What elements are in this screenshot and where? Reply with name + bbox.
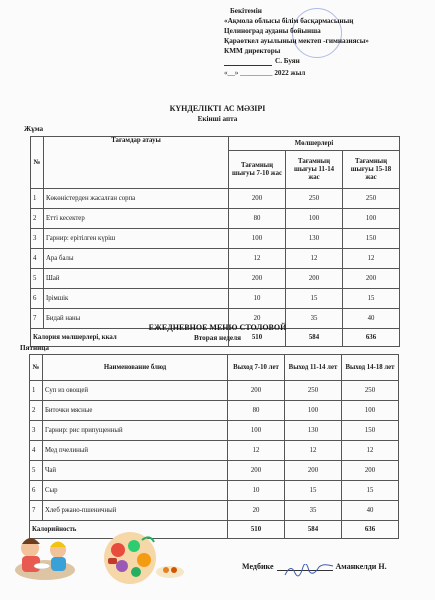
total-11-14: 584	[285, 521, 342, 539]
portion-11-14: 15	[286, 289, 343, 309]
approval-signature-row	[224, 56, 429, 66]
kz-header-portions: Мөлшерлері	[229, 137, 400, 151]
dish-name: Биточки мясные	[43, 401, 228, 421]
ru-menu-table	[29, 354, 399, 539]
row-index: 4	[30, 441, 43, 461]
row-index: 6	[30, 481, 43, 501]
approval-line: Қараөткел ауылының мектеп -гимназиясы»	[224, 37, 369, 45]
portion-14-18: 250	[342, 381, 399, 401]
kz-menu-table	[30, 136, 400, 347]
portion-14-18: 200	[342, 461, 399, 481]
portion-7-10: 200	[229, 189, 286, 209]
portion-15-18: 250	[343, 189, 400, 209]
portion-11-14: 12	[286, 249, 343, 269]
row-index: 3	[31, 229, 44, 249]
row-index: 4	[31, 249, 44, 269]
portion-15-18: 15	[343, 289, 400, 309]
kz-menu-title: КҮНДЕЛІКТІ АС МӘЗІРІ	[169, 104, 266, 113]
table-row	[30, 461, 399, 481]
total-7-10: 510	[229, 329, 286, 347]
table-row	[30, 501, 399, 521]
row-index: 5	[30, 461, 43, 481]
dish-name: Хлеб ржано-пшеничный	[43, 501, 228, 521]
portion-11-14: 200	[285, 461, 342, 481]
portion-7-10: 80	[229, 209, 286, 229]
approval-date	[224, 68, 429, 78]
portion-11-14: 12	[285, 441, 342, 461]
handwritten-signature	[283, 564, 339, 578]
table-row	[31, 289, 400, 309]
dish-name: Сыр	[43, 481, 228, 501]
date-year: 2022 жыл	[274, 69, 306, 77]
table-row	[31, 269, 400, 289]
portion-11-14: 200	[286, 269, 343, 289]
nurse-role: Медбике	[242, 562, 274, 571]
portion-15-18: 100	[343, 209, 400, 229]
date-prefix: «__» _________	[224, 69, 273, 77]
table-row	[30, 421, 399, 441]
ru-week-subtitle: Вторая неделя	[193, 334, 242, 342]
ru-header-col2: Выход 11-14 лет	[285, 355, 342, 381]
table-row	[30, 401, 399, 421]
ru-header-name: Наименование блюд	[43, 355, 228, 381]
portion-11-14: 130	[285, 421, 342, 441]
table-row	[31, 189, 400, 209]
nurse-name: Аманкелди Н.	[335, 562, 387, 571]
healthy-food-illustration	[10, 520, 200, 588]
row-index: 3	[30, 421, 43, 441]
portion-11-14: 250	[285, 381, 342, 401]
kz-header-col3: Тағамның шығуы 15-18 жас	[343, 151, 400, 189]
ru-table-body	[30, 381, 399, 539]
ru-menu-title: ЕЖЕДНЕВНОЕ МЕНЮ СТОЛОВОЙ	[148, 323, 287, 332]
portion-11-14: 250	[286, 189, 343, 209]
portion-15-18: 150	[343, 229, 400, 249]
portion-14-18: 40	[342, 501, 399, 521]
total-7-10: 510	[228, 521, 285, 539]
dish-name: Шай	[44, 269, 229, 289]
dish-name: Гарнир: ерітілген күріш	[44, 229, 229, 249]
portion-11-14: 15	[285, 481, 342, 501]
dish-name: Гарнир: рис припущенный	[43, 421, 228, 441]
portion-11-14: 100	[285, 401, 342, 421]
table-row	[30, 381, 399, 401]
kz-header-col1: Тағамның шығуы 7-10 жас	[229, 151, 286, 189]
portion-7-10: 10	[228, 481, 285, 501]
portion-15-18: 40	[343, 309, 400, 329]
ru-day-label: Пятница	[20, 344, 50, 352]
dish-name: Ара балы	[44, 249, 229, 269]
kz-header-num: №	[31, 137, 44, 189]
row-index: 5	[31, 269, 44, 289]
portion-11-14: 100	[286, 209, 343, 229]
total-14-18: 636	[342, 521, 399, 539]
row-index: 1	[31, 189, 44, 209]
row-index: 6	[31, 289, 44, 309]
signature-line	[224, 65, 272, 66]
dish-name: Етті кесектер	[44, 209, 229, 229]
row-index: 2	[31, 209, 44, 229]
row-index: 2	[30, 401, 43, 421]
approval-line: КММ директоры	[224, 47, 281, 55]
approval-block	[224, 6, 429, 78]
approval-line: Бекітемін	[230, 7, 262, 15]
ru-header-col3: Выход 14-18 лет	[342, 355, 399, 381]
portion-15-18: 12	[343, 249, 400, 269]
total-15-18: 636	[343, 329, 400, 347]
portion-7-10: 100	[229, 229, 286, 249]
portion-7-10: 200	[228, 381, 285, 401]
kz-header-name: Тағамдар атауы	[44, 137, 229, 189]
dish-name: Суп из овощей	[43, 381, 228, 401]
portion-14-18: 100	[342, 401, 399, 421]
signer-name: С. Буян	[275, 57, 300, 65]
portion-7-10: 12	[229, 249, 286, 269]
portion-7-10: 20	[228, 501, 285, 521]
dish-name: Мед пчелиный	[43, 441, 228, 461]
table-row	[31, 229, 400, 249]
kz-week-subtitle: Екінші апта	[197, 115, 238, 123]
nurse-signature	[242, 562, 387, 571]
portion-7-10: 100	[228, 421, 285, 441]
row-index: 1	[30, 381, 43, 401]
dish-name: Ірімшік	[44, 289, 229, 309]
kz-header-col2: Тағамның шығуы 11-14 жас	[286, 151, 343, 189]
portion-14-18: 12	[342, 441, 399, 461]
portion-11-14: 130	[286, 229, 343, 249]
table-row	[30, 481, 399, 501]
portion-11-14: 35	[286, 309, 343, 329]
ru-header-col1: Выход 7-10 лет	[228, 355, 285, 381]
portion-7-10: 10	[229, 289, 286, 309]
dish-name: Чай	[43, 461, 228, 481]
approval-line: Целиноград ауданы бойынша	[224, 27, 321, 35]
dish-name: Көкөністерден жасалған сорпа	[44, 189, 229, 209]
portion-7-10: 12	[228, 441, 285, 461]
row-index: 7	[30, 501, 43, 521]
portion-14-18: 150	[342, 421, 399, 441]
portion-15-18: 200	[343, 269, 400, 289]
portion-7-10: 200	[229, 269, 286, 289]
table-row	[30, 441, 399, 461]
dish-name: Бидай наны	[44, 309, 229, 329]
portion-14-18: 15	[342, 481, 399, 501]
portion-11-14: 35	[285, 501, 342, 521]
table-row	[31, 209, 400, 229]
ru-header-num: №	[30, 355, 43, 381]
total-label: Калорийность	[30, 521, 228, 539]
row-index: 7	[31, 309, 44, 329]
total-11-14: 584	[286, 329, 343, 347]
portion-7-10: 80	[228, 401, 285, 421]
total-label: Калория мөлшерлері, ккал	[31, 329, 229, 347]
portion-7-10: 20	[229, 309, 286, 329]
kz-day-label: Жұма	[24, 125, 44, 133]
table-row	[31, 249, 400, 269]
approval-line: «Ақмола облысы білім басқармасының	[224, 17, 354, 25]
portion-7-10: 200	[228, 461, 285, 481]
signature-line	[277, 570, 333, 571]
